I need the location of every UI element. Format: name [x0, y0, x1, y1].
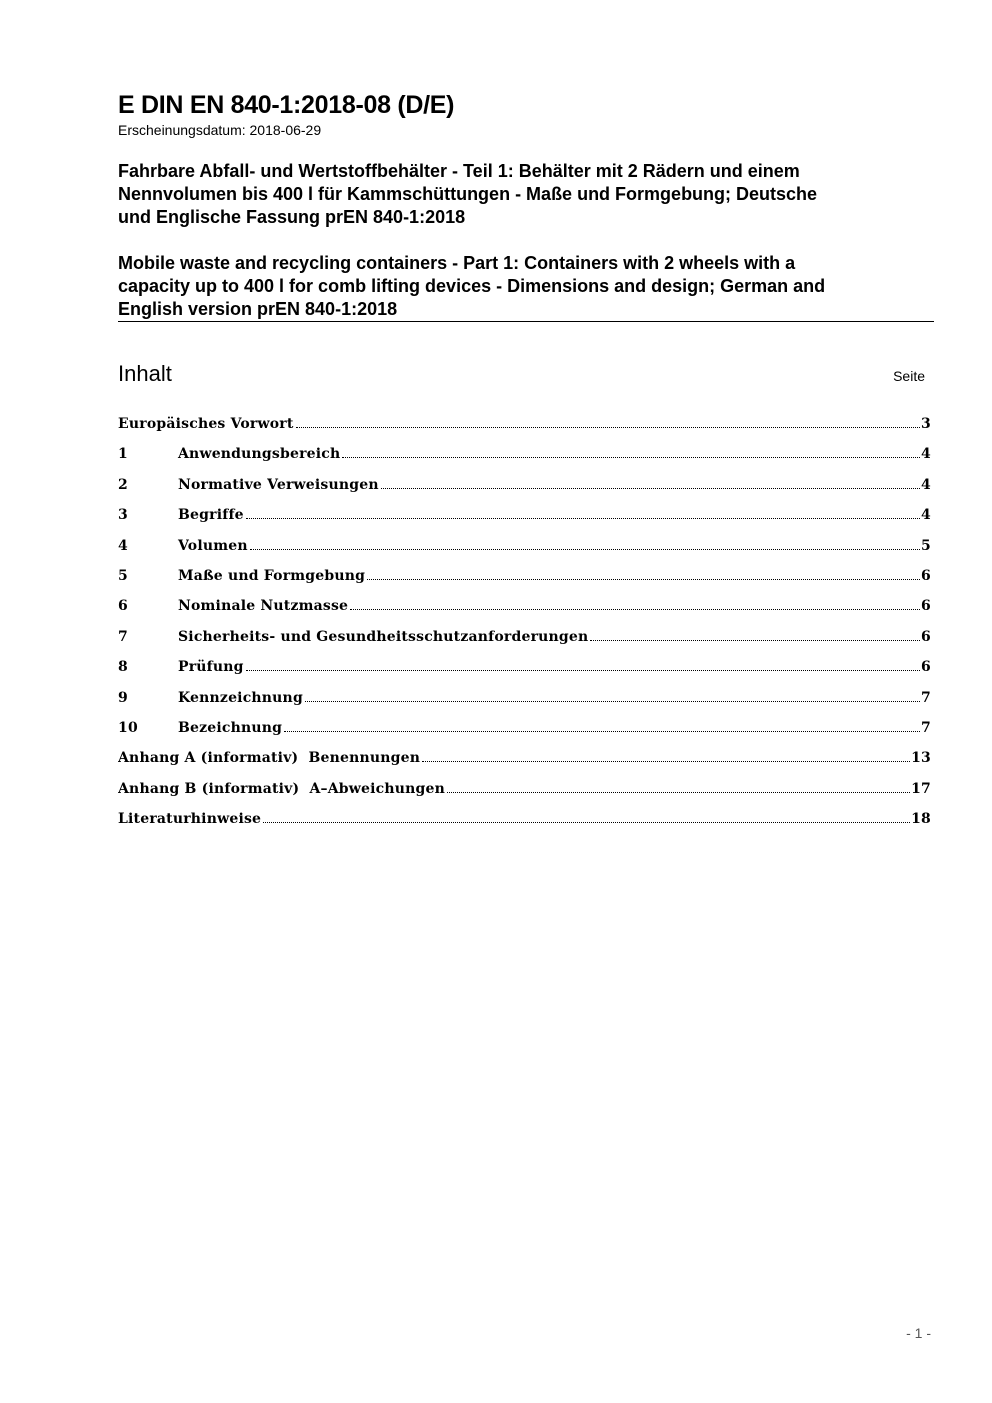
toc-dot-leader: [284, 730, 920, 732]
toc-entry-label: Begriffe: [178, 507, 244, 524]
toc-entry-page: 4: [921, 507, 931, 524]
toc-entry[interactable]: [118, 477, 931, 507]
toc-entry-page: 13: [911, 750, 931, 767]
toc-entry[interactable]: [118, 507, 931, 537]
title-german: Fahrbare Abfall- und Wertstoffbehälter - Teil 1: Behälter mit 2 Rädern und einem Nennvolumen bis 400 l für Kammschüttungen - Maße und Formgebung; Deutsche und Englische Fassung prEN 840-1:2018: [118, 161, 818, 227]
toc-entry[interactable]: [118, 629, 931, 659]
toc-entry-page: 5: [921, 537, 931, 554]
toc-dot-leader: [246, 669, 920, 671]
toc-entry-page: 3: [921, 416, 931, 432]
toc-entry-label: Nominale Nutzmasse: [178, 598, 349, 615]
toc-entry-label: Europäisches Vorwort: [118, 416, 294, 432]
toc-entry[interactable]: [118, 781, 931, 811]
toc-entry-label: Kennzeichnung: [178, 689, 303, 706]
toc-entry-number: 4: [118, 537, 128, 554]
toc-entry[interactable]: [118, 538, 931, 568]
toc-entry[interactable]: [118, 811, 931, 841]
toc-dot-leader: [590, 639, 920, 641]
toc-entry[interactable]: [118, 690, 931, 720]
toc-heading: Inhalt: [118, 361, 172, 386]
document-id: E DIN EN 840-1:2018-08 (D/E): [118, 91, 455, 119]
toc-page-column-label: Seite: [893, 368, 925, 384]
toc-entry-label: Sicherheits- und Gesundheitsschutzanforderungen: [178, 628, 589, 645]
toc-entry-page: 17: [911, 780, 931, 797]
toc-entry-label: Literaturhinweise: [118, 811, 262, 828]
toc-entry-number: 5: [118, 567, 128, 584]
toc-dot-leader: [305, 700, 920, 702]
toc-entry-page: 4: [921, 476, 931, 493]
toc-dot-leader: [447, 791, 910, 793]
toc-entry[interactable]: [118, 750, 931, 780]
toc-entry[interactable]: [118, 598, 931, 628]
toc-entry-page: 6: [921, 628, 931, 645]
table-of-contents: [118, 416, 931, 841]
toc-entry-label: Anhang B (informativ) A–Abweichungen: [118, 780, 446, 797]
toc-dot-leader: [422, 760, 910, 762]
toc-entry-label: Volumen: [178, 537, 248, 554]
toc-entry-page: 4: [921, 446, 931, 463]
toc-dot-leader: [350, 608, 920, 610]
toc-entry-number: 1: [118, 446, 128, 463]
toc-entry-label: Maße und Formgebung: [178, 567, 366, 584]
toc-entry-label: Prüfung: [178, 659, 244, 676]
toc-dot-leader: [296, 426, 921, 428]
toc-dot-leader: [342, 456, 920, 458]
toc-entry-number: 6: [118, 598, 128, 615]
toc-dot-leader: [246, 517, 920, 519]
toc-entry[interactable]: [118, 568, 931, 598]
toc-entry[interactable]: [118, 416, 931, 446]
toc-dot-leader: [250, 548, 920, 550]
toc-dot-leader: [381, 487, 920, 489]
toc-dot-leader: [367, 578, 920, 580]
toc-entry-number: 9: [118, 689, 128, 706]
toc-entry-label: Normative Verweisungen: [178, 476, 379, 493]
toc-entry-number: 10: [118, 719, 138, 736]
toc-entry-page: 6: [921, 659, 931, 676]
toc-entry-label: Bezeichnung: [178, 719, 283, 736]
title-english: Mobile waste and recycling containers - Part 1: Containers with 2 wheels with a capacity up to 400 l for comb lifting devices - Dimensions and design; German and English version prEN 840-1:2018: [118, 253, 826, 319]
publication-date: Erscheinungsdatum: 2018-06-29: [118, 122, 322, 138]
toc-entry-number: 8: [118, 659, 128, 676]
toc-dot-leader: [263, 821, 910, 823]
toc-entry-page: 7: [921, 689, 931, 706]
toc-entry[interactable]: [118, 446, 931, 476]
toc-entry[interactable]: [118, 720, 931, 750]
toc-entry-page: 6: [921, 567, 931, 584]
toc-entry-page: 18: [911, 811, 931, 828]
toc-entry[interactable]: [118, 659, 931, 689]
toc-entry-number: 2: [118, 476, 128, 493]
title-divider: [118, 321, 934, 322]
toc-entry-number: 3: [118, 507, 128, 524]
toc-entry-label: Anwendungsbereich: [178, 446, 341, 463]
toc-entry-number: 7: [118, 628, 128, 645]
toc-entry-page: 7: [921, 719, 931, 736]
toc-entry-page: 6: [921, 598, 931, 615]
toc-entry-label: Anhang A (informativ) Benennungen: [118, 750, 421, 767]
footer-page-number: - 1 -: [906, 1325, 931, 1341]
